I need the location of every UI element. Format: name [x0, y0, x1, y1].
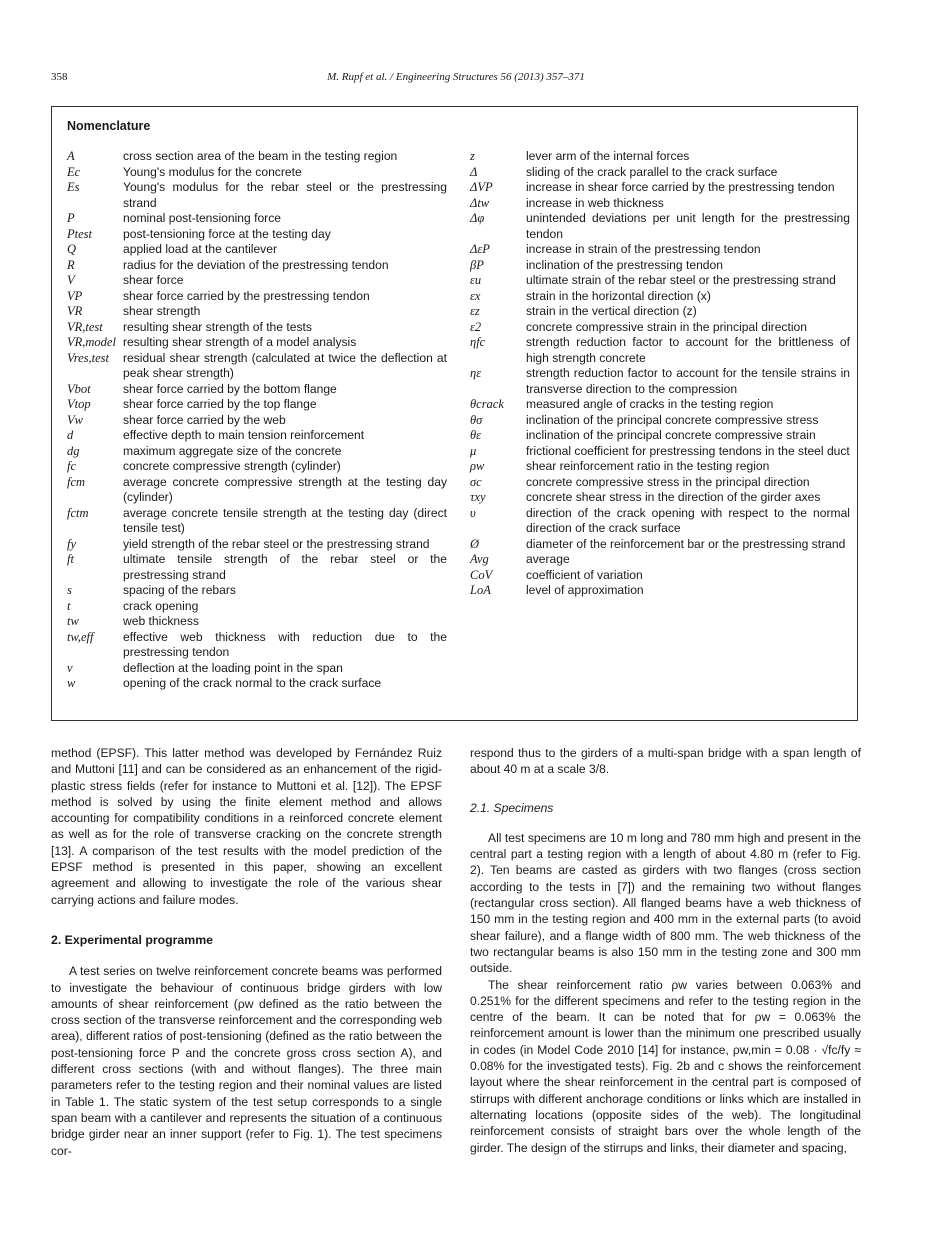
nomenclature-symbol: υ: [470, 505, 476, 520]
journal-citation: M. Rupf et al. / Engineering Structures 56 (2013) 357–371: [327, 71, 585, 83]
nomenclature-entry: [470, 258, 850, 274]
nomenclature-symbol: LoA: [470, 583, 491, 597]
nomenclature-definition: strain in the vertical direction (z): [526, 304, 697, 318]
nomenclature-definition: nominal post-tensioning force: [123, 211, 281, 225]
nomenclature-definition: effective web thickness with reduction due to the prestressing tendon: [123, 629, 447, 659]
nomenclature-entry: [470, 304, 850, 320]
nomenclature-entry: [52, 397, 447, 413]
section-heading: 2. Experimental programme: [51, 932, 213, 947]
nomenclature-symbol: z: [470, 149, 475, 163]
nomenclature-symbol: VR: [67, 304, 83, 318]
nomenclature-entry: [470, 165, 850, 181]
nomenclature-symbol: Avg: [470, 552, 489, 566]
nomenclature-definition: resulting shear strength of a model analysis: [123, 335, 357, 349]
nomenclature-entry: [470, 459, 850, 475]
nomenclature-entry: [470, 211, 850, 242]
nomenclature-definition: strength reduction factor to account for the tensile strains in transverse direction to the compression: [526, 366, 850, 396]
nomenclature-entry: [52, 242, 447, 258]
nomenclature-definition: deflection at the loading point in the span: [123, 660, 343, 675]
nomenclature-symbol: ft: [67, 552, 74, 566]
nomenclature-symbol: ΔεP: [470, 242, 490, 256]
nomenclature-symbol: Δ: [470, 164, 478, 179]
body-paragraph: All test specimens are 10 m long and 780 mm high and present in the central part a testing region with a length of about 4.80 m (refer to Fig. 2). Ten beams are casted as girders with two flanges (cross section according to the tests in [7]) and the remaining two without flanges (rectangular cross section). All flanged beams have a web thickness of 150 mm in the testing region and 400 mm in the external parts (to avoid shear failure), and a flange width of 800 mm. The web thickness of the two rectangular beams is also 150 mm in the testing zone and 300 mm outside.: [470, 830, 861, 976]
nomenclature-entry: [52, 335, 447, 351]
nomenclature-definition: strength reduction factor to account for the brittleness of high strength concrete: [526, 335, 850, 365]
nomenclature-definition: ultimate strain of the rebar steel or the prestressing strand: [526, 273, 836, 287]
nomenclature-entry: [52, 149, 447, 165]
nomenclature-entry: [470, 413, 850, 429]
nomenclature-symbol: tw: [67, 614, 79, 628]
nomenclature-definition: concrete shear stress in the direction of the girder axes: [526, 490, 821, 504]
nomenclature-entry: [52, 351, 447, 382]
nomenclature-entry: [470, 273, 850, 289]
nomenclature-definition: diameter of the reinforcement bar or the prestressing strand: [526, 536, 846, 551]
nomenclature-definition: average concrete compressive strength at the testing day (cylinder): [123, 474, 447, 504]
nomenclature-definition: effective depth to main tension reinforcement: [123, 428, 365, 442]
nomenclature-entry: [52, 165, 447, 181]
body-left-column: [51, 745, 442, 1159]
nomenclature-entry: [470, 242, 850, 258]
nomenclature-symbol: εx: [470, 288, 481, 303]
nomenclature-symbol: τxy: [470, 490, 486, 504]
nomenclature-entry: [470, 320, 850, 336]
nomenclature-definition: shear strength: [123, 304, 201, 318]
nomenclature-symbol: Δφ: [470, 211, 485, 225]
nomenclature-definition: sliding of the crack parallel to the crack surface: [526, 164, 778, 179]
nomenclature-symbol: Ec: [67, 164, 81, 179]
nomenclature-entry: [52, 211, 447, 227]
nomenclature-symbol: R: [67, 257, 75, 272]
nomenclature-symbol: Vtop: [67, 397, 91, 411]
nomenclature-entry: [52, 227, 447, 243]
nomenclature-definition: opening of the crack normal to the crack surface: [123, 676, 382, 690]
nomenclature-entry: [52, 537, 447, 553]
nomenclature-entry: [52, 475, 447, 506]
nomenclature-symbol: θcrack: [470, 397, 504, 411]
nomenclature-entry: [52, 180, 447, 211]
nomenclature-symbol: Vw: [67, 412, 83, 427]
nomenclature-entry: [470, 490, 850, 506]
nomenclature-definition: coefficient of variation: [526, 567, 643, 582]
nomenclature-symbol: s: [67, 583, 72, 597]
nomenclature-symbol: P: [67, 211, 75, 225]
nomenclature-definition: shear reinforcement ratio in the testing region: [526, 459, 770, 473]
nomenclature-symbol: A: [67, 149, 75, 163]
nomenclature-definition: spacing of the rebars: [123, 583, 236, 597]
nomenclature-definition: inclination of the principal concrete compressive strain: [526, 428, 816, 442]
nomenclature-definition: residual shear strength (calculated at twice the deflection at peak shear strength): [123, 350, 447, 380]
nomenclature-definition: crack opening: [123, 598, 199, 613]
nomenclature-entry: [52, 614, 447, 630]
nomenclature-entry: [470, 552, 850, 568]
nomenclature-entry: [52, 444, 447, 460]
nomenclature-entry: [52, 258, 447, 274]
nomenclature-symbol: ηε: [470, 366, 482, 380]
nomenclature-symbol: Vbot: [67, 381, 91, 396]
nomenclature-right-column: [470, 149, 850, 599]
nomenclature-definition: frictional coefficient for prestressing tendons in the steel duct: [526, 443, 850, 458]
nomenclature-entry: [52, 552, 447, 583]
nomenclature-symbol: VR,test: [67, 319, 103, 334]
nomenclature-definition: increase in web thickness: [526, 195, 664, 210]
nomenclature-definition: concrete compressive stress in the principal direction: [526, 474, 810, 489]
nomenclature-title: Nomenclature: [67, 119, 151, 133]
nomenclature-symbol: fctm: [67, 505, 89, 520]
nomenclature-entry: [52, 506, 447, 537]
nomenclature-definition: inclination of the prestressing tendon: [526, 257, 723, 272]
nomenclature-entry: [470, 196, 850, 212]
nomenclature-symbol: V: [67, 273, 75, 287]
nomenclature-symbol: εu: [470, 273, 482, 287]
nomenclature-symbol: Es: [67, 180, 80, 194]
nomenclature-definition: shear force carried by the prestressing tendon: [123, 288, 370, 303]
nomenclature-entry: [52, 304, 447, 320]
nomenclature-entry: [470, 180, 850, 196]
nomenclature-definition: shear force carried by the top flange: [123, 397, 317, 411]
nomenclature-definition: shear force carried by the bottom flange: [123, 381, 337, 396]
nomenclature-entry: [52, 630, 447, 661]
nomenclature-definition: measured angle of cracks in the testing region: [526, 397, 774, 411]
body-paragraph: respond thus to the girders of a multi-span bridge with a span length of about 40 m at a scale 3/8.: [470, 746, 861, 777]
nomenclature-definition: web thickness: [123, 614, 199, 628]
nomenclature-symbol: fcm: [67, 474, 86, 489]
page-number: 358: [51, 71, 68, 83]
nomenclature-entry: [470, 537, 850, 553]
nomenclature-symbol: Ø: [470, 536, 480, 551]
nomenclature-entry: [52, 599, 447, 615]
nomenclature-entry: [470, 568, 850, 584]
nomenclature-symbol: βP: [470, 257, 484, 272]
nomenclature-symbol: CoV: [470, 567, 493, 582]
body-paragraph: The shear reinforcement ratio ρw varies between 0.063% and 0.251% for the different specimens and refer to the testing region in the centre of the beam. It can be noted that for ρw = 0.063% the reinforcement amount is lower than the minimum one prescribed usually in codes (in Model Code 2010 [14] for instance, ρw,min = 0.08 · √fc/fy ≈ 0.08% for the investigated tests). Fig. 2b and c shows the reinforcement layout where the shear reinforcement in the central part is composed of stirrups with different anchorage conditions or links which are installed in alternating locations (opposite sides of the web). The longitudinal reinforcement consists of straight bars over the whole length of the girder. The design of the stirrups and links, their diameter and spacing,: [470, 977, 861, 1155]
nomenclature-entry: [52, 320, 447, 336]
nomenclature-entry: [52, 382, 447, 398]
nomenclature-entry: [470, 444, 850, 460]
nomenclature-definition: lever arm of the internal forces: [526, 149, 690, 163]
nomenclature-symbol: v: [67, 660, 73, 675]
nomenclature-definition: resulting shear strength of the tests: [123, 319, 312, 334]
nomenclature-symbol: Q: [67, 242, 77, 256]
nomenclature-definition: radius for the deviation of the prestressing tendon: [123, 257, 389, 272]
nomenclature-entry: [52, 661, 447, 677]
nomenclature-entry: [470, 583, 850, 599]
body-paragraph: A test series on twelve reinforcement concrete beams was performed to investigate the behaviour of continuous bridge girders with low amounts of shear reinforcement (ρw defined as the ratio between the cross section of the transverse reinforcement and the corresponding web area), different ratios of post-tensioning (defined as the ratio between the post-tensioning force P and the concrete gross cross section A), and different cross sections (with and without flanges). The three main parameters refer to the testing region and their nominal values are listed in Table 1. The static system of the test setup corresponds to a single span beam with a cantilever and represents the situation of a continuous bridge girder near an inner support (refer to Fig. 1). The test specimens cor-: [51, 964, 442, 1158]
nomenclature-entry: [52, 459, 447, 475]
nomenclature-symbol: w: [67, 676, 76, 690]
nomenclature-entry: [52, 289, 447, 305]
nomenclature-definition: strain in the horizontal direction (x): [526, 288, 711, 303]
nomenclature-symbol: σc: [470, 474, 482, 489]
nomenclature-box: [51, 106, 858, 721]
nomenclature-symbol: fy: [67, 536, 77, 551]
nomenclature-symbol: VR,model: [67, 335, 116, 349]
nomenclature-symbol: θε: [470, 428, 482, 442]
nomenclature-definition: inclination of the principal concrete compressive stress: [526, 412, 819, 427]
nomenclature-symbol: ηfc: [470, 335, 486, 349]
running-head: [51, 71, 861, 87]
nomenclature-symbol: Vres,test: [67, 350, 110, 365]
nomenclature-definition: ultimate tensile strength of the rebar steel or the prestressing strand: [123, 552, 447, 582]
nomenclature-symbol: VP: [67, 288, 83, 303]
nomenclature-definition: level of approximation: [526, 583, 644, 597]
nomenclature-definition: Young's modulus for the concrete: [123, 164, 302, 179]
nomenclature-entry: [52, 428, 447, 444]
body-right-column: [470, 745, 861, 1156]
nomenclature-definition: post-tensioning force at the testing day: [123, 226, 331, 241]
nomenclature-definition: increase in strain of the prestressing tendon: [526, 242, 761, 256]
nomenclature-entry: [470, 397, 850, 413]
nomenclature-definition: applied load at the cantilever: [123, 242, 277, 256]
nomenclature-definition: yield strength of the rebar steel or the prestressing strand: [123, 536, 430, 551]
nomenclature-symbol: t: [67, 598, 71, 613]
nomenclature-definition: Young's modulus for the rebar steel or the prestressing strand: [123, 180, 447, 210]
nomenclature-entry: [470, 475, 850, 491]
nomenclature-symbol: μ: [470, 443, 477, 458]
nomenclature-entry: [52, 676, 447, 692]
nomenclature-symbol: d: [67, 428, 74, 442]
nomenclature-symbol: εz: [470, 304, 480, 318]
nomenclature-entry: [470, 289, 850, 305]
nomenclature-entry: [470, 428, 850, 444]
nomenclature-definition: direction of the crack opening with respect to the normal direction of the crack surface: [526, 505, 850, 535]
nomenclature-entry: [470, 366, 850, 397]
nomenclature-entry: [470, 506, 850, 537]
nomenclature-left-column: [52, 149, 447, 692]
nomenclature-symbol: ε2: [470, 319, 482, 334]
nomenclature-definition: increase in shear force carried by the prestressing tendon: [526, 180, 835, 194]
nomenclature-symbol: Δtw: [470, 195, 490, 210]
subsection-heading: 2.1. Specimens: [470, 800, 554, 815]
nomenclature-entry: [52, 273, 447, 289]
nomenclature-symbol: ΔVP: [470, 180, 493, 194]
nomenclature-definition: maximum aggregate size of the concrete: [123, 443, 342, 458]
nomenclature-entry: [52, 413, 447, 429]
nomenclature-symbol: θσ: [470, 412, 483, 427]
nomenclature-definition: cross section area of the beam in the testing region: [123, 149, 398, 163]
nomenclature-entry: [470, 335, 850, 366]
nomenclature-definition: concrete compressive strength (cylinder): [123, 459, 341, 473]
nomenclature-definition: unintended deviations per unit length for the prestressing tendon: [526, 211, 850, 241]
nomenclature-symbol: Ptest: [67, 226, 92, 241]
nomenclature-definition: shear force: [123, 273, 184, 287]
nomenclature-definition: shear force carried by the web: [123, 412, 286, 427]
nomenclature-symbol: ρw: [470, 459, 485, 473]
body-paragraph: method (EPSF). This latter method was developed by Fernández Ruiz and Muttoni [11] and can be considered as an enhancement of the rigid-plastic stress fields (refer for instance to Muttoni et al. [12]). The EPSF method is solved by using the finite element method and allows accounting for compatibility conditions in a reinforced concrete element as well as for the role of transverse cracking on the concrete strength [13]. A comparison of the test results with the model prediction of the EPSF method is presented in this paper, showing an excellent agreement and allowing to investigate the role of the various shear carrying actions and failure modes.: [51, 746, 442, 907]
nomenclature-definition: average concrete tensile strength at the testing day (direct tensile test): [123, 505, 447, 535]
nomenclature-definition: concrete compressive strain in the principal direction: [526, 319, 807, 334]
nomenclature-definition: average: [526, 552, 570, 566]
nomenclature-symbol: dg: [67, 443, 80, 458]
nomenclature-entry: [470, 149, 850, 165]
nomenclature-symbol: fc: [67, 459, 77, 473]
nomenclature-entry: [52, 583, 447, 599]
nomenclature-symbol: tw,eff: [67, 629, 94, 644]
